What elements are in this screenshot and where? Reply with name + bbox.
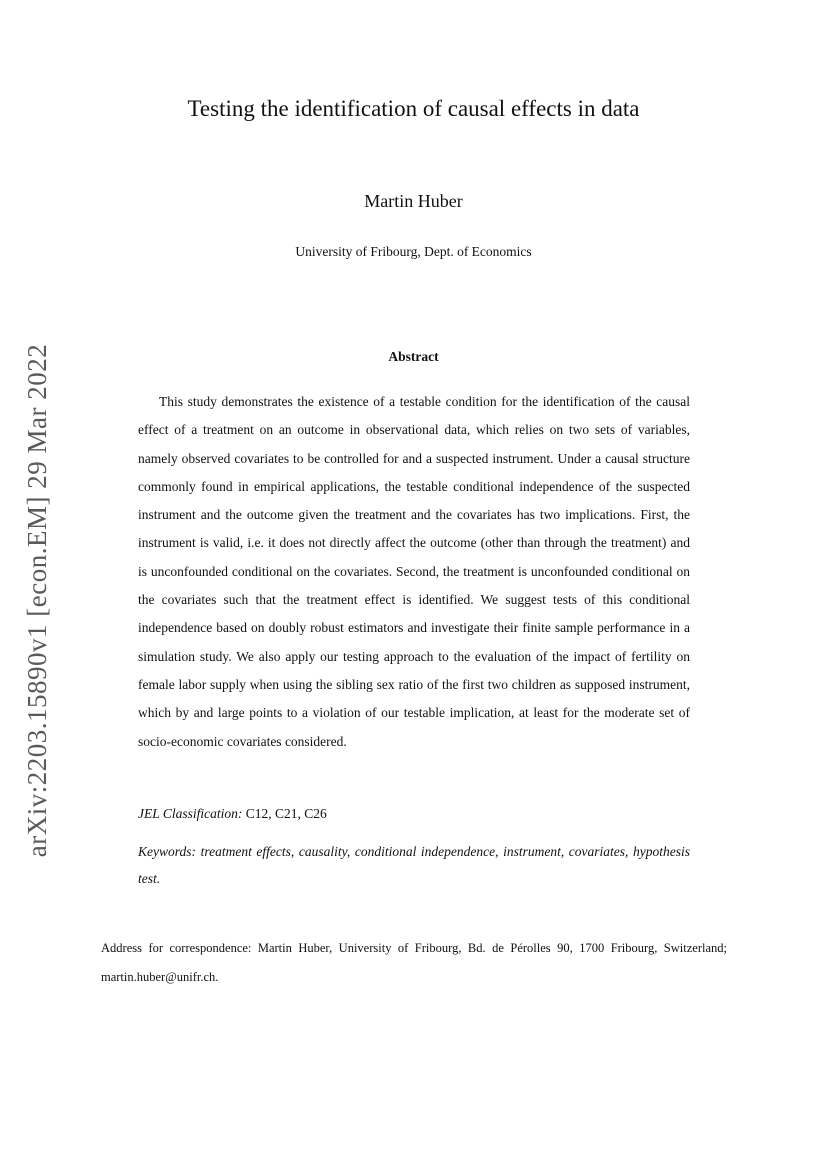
correspondence-address: Address for correspondence: Martin Huber, University of Fribourg, Bd. de Pérolles 90, 1700 Fribourg, Switzerland; martin.huber@unifr.ch. — [101, 941, 727, 984]
keywords — [138, 838, 690, 892]
abstract-heading: Abstract — [388, 349, 439, 364]
jel-classification — [138, 806, 690, 822]
abstract-body: This study demonstrates the existence of a testable condition for the identification of the causal effect of a treatment on an outcome in observational data, which relies on two sets of variables, namely observed covariates to be controlled for and a suspected instrument. Under a causal structure commonly found in empirical applications, the testable conditional independence of the suspected instrument and the outcome given the treatment and the covariates has two implications. First, the instrument is valid, i.e. it does not directly affect the outcome (other than through the treatment) and is unconfounded conditional on the covariates. Second, the treatment is unconfounded conditional on the covariates such that the treatment effect is identified. We suggest tests of this conditional independence based on doubly robust estimators and investigate their finite sample performance in a simulation study. We also apply our testing approach to the evaluation of the impact of fertility on female labor supply when using the sibling sex ratio of the first two children as supposed instrument, which by and large points to a violation of our testable implication, at least for the moderate set of socio-economic covariates considered. — [138, 394, 690, 749]
keywords-label: Keywords: — [138, 844, 196, 859]
paper-title: Testing the identification of causal effects in data — [187, 96, 640, 121]
arxiv-identifier-stamp — [16, 340, 60, 860]
keywords-text: treatment effects, causality, conditional independence, instrument, covariates, hypothesis test. — [138, 844, 690, 886]
author-name: Martin Huber — [364, 191, 463, 211]
jel-label: JEL Classification: — [138, 806, 243, 821]
author-affiliation: University of Fribourg, Dept. of Economics — [295, 244, 532, 259]
jel-codes: C12, C21, C26 — [245, 806, 327, 821]
arxiv-identifier-text: arXiv:2203.15890v1 [econ.EM] 29 Mar 2022 — [22, 343, 53, 857]
